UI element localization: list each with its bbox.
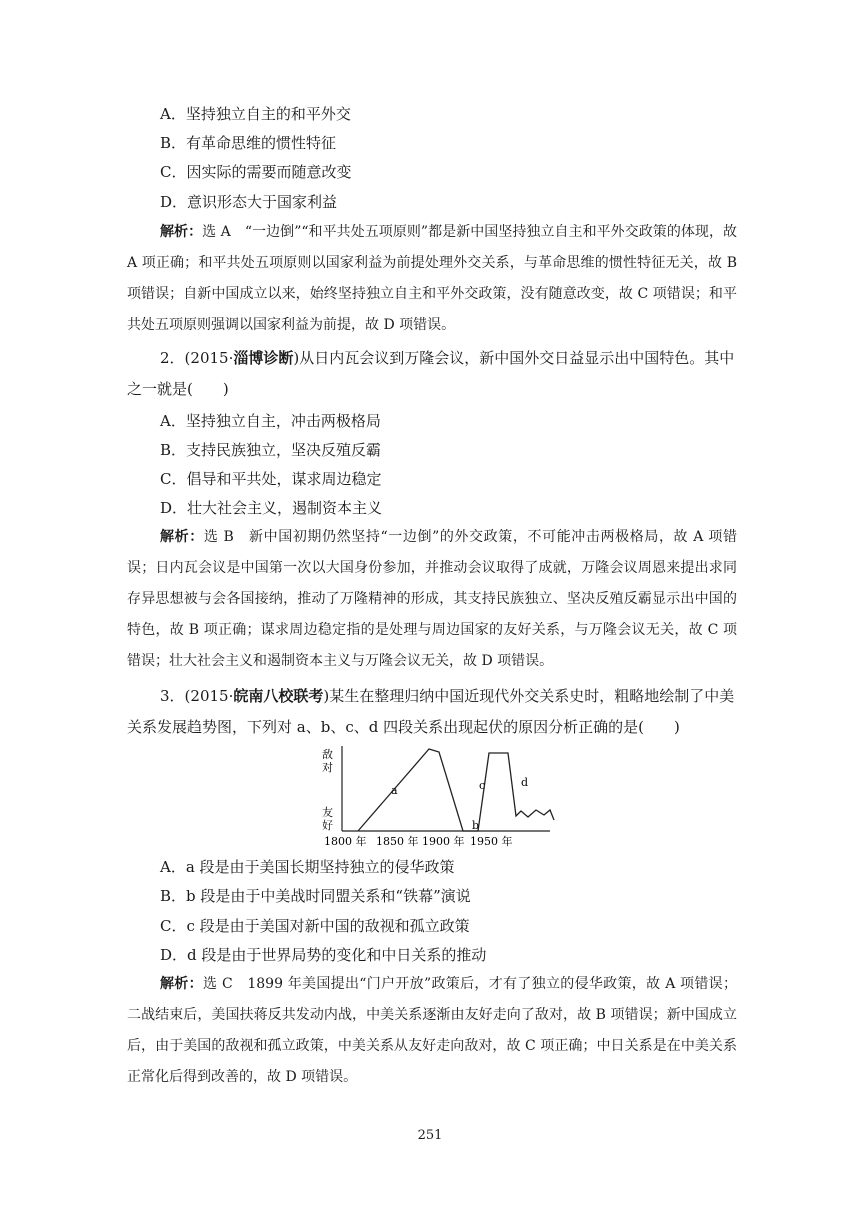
segment-label-d: d: [521, 776, 529, 789]
q1-analysis-text: 选 A “一边倒”“和平共处五项原则”都是新中国坚持独立自主和平外交政策的体现，故 A 项正确；和平共处五项原则以国家利益为前提处理外交关系，与革命思维的惯性特征无关，故 B 项错误；自新中国成立以来，始终坚持独立自主和平外交政策，没有随意改变，故 C 项错误；和平共处五项原则强调以国家利益为前提，故 D 项错误。: [127, 224, 738, 333]
q3-analysis-label: 解析：: [160, 976, 203, 992]
q2-analysis: [127, 522, 737, 677]
y-label-bottom-1: 友: [322, 806, 333, 819]
segment-label-c: c: [479, 779, 486, 792]
q1-analysis-label: 解析：: [160, 224, 203, 240]
q2-number: 2．(2015·: [160, 349, 234, 367]
q2-analysis-label: 解析：: [160, 529, 204, 545]
q2-analysis-text: 选 B 新中国初期仍然坚持“一边倒”的外交政策，不可能冲击两极格局，故 A 项错误；日内瓦会议是中国第一次以大国身份参加，并推动会议取得了成就，万隆会议周恩来提出求同存异思想被与会各国接纳，推动了万隆精神的形成，其支持民族独立、坚决反殖反霸显示出中国的特色，故 B 项正确；谋求周边稳定指的是处理与周边国家的友好关系，与万隆会议无关，故 C 项错误；壮大社会主义和遏制资本主义与万隆会议无关，故 D 项错误。: [127, 529, 738, 669]
q2-option-a: A．坚持独立自主，冲击两极格局: [160, 412, 381, 430]
segment-label-b: b: [472, 819, 480, 832]
q3-number: 3．(2015·: [160, 687, 234, 705]
q1-option-c: C．因实际的需要而随意改变: [160, 163, 352, 181]
q3-source: 皖南八校联考: [233, 687, 324, 705]
q2-option-d: D．壮大社会主义，遏制资本主义: [160, 499, 383, 517]
y-label-top-1: 敌: [322, 748, 333, 761]
x-tick-1950: 1950 年: [470, 835, 513, 848]
q2-stem-text: )从日内瓦会议到万隆会议，新中国外交日益显示出中国特色。其中之一就是( ): [127, 349, 735, 398]
q1-option-b: B．有革命思维的惯性特征: [160, 134, 337, 152]
q1-option-a: A．坚持独立自主的和平外交: [160, 105, 351, 123]
q1-analysis: [127, 217, 737, 341]
q1-option-d: D．意识形态大于国家利益: [160, 193, 338, 211]
q2-option-c: C．倡导和平共处，谋求周边稳定: [160, 470, 382, 488]
x-tick-1850: 1850 年: [376, 835, 419, 848]
q3-option-d: D．d 段是由于世界局势的变化和中日关系的推动: [160, 946, 487, 964]
x-tick-1900: 1900 年: [422, 835, 465, 848]
q3-option-a: A．a 段是由于美国长期坚持独立的侵华政策: [160, 858, 455, 876]
q3-stem-text: )某生在整理归纳中国近现代外交关系史时，粗略地绘制了中美关系发展趋势图，下列对 a、b、c、d 四段关系出现起伏的原因分析正确的是( ): [127, 687, 735, 736]
q3-analysis: [127, 969, 737, 1093]
x-tick-1800: 1800 年: [324, 835, 367, 848]
q3-option-b: B．b 段是由于中美战时同盟关系和“铁幕”演说: [160, 887, 471, 905]
q2-stem: [127, 343, 737, 405]
q2-source: 淄博诊断: [233, 349, 294, 367]
q3-stem: [127, 681, 737, 743]
sino-us-relations-chart: [318, 740, 568, 850]
segment-label-a: a: [391, 784, 398, 797]
q3-analysis-text: 选 C 1899 年美国提出“门户开放”政策后，才有了独立的侵华政策，故 A 项错误；二战结束后，美国扶蒋反共发动内战，中美关系逐渐由友好走向了敌对，故 B 项错误；新中国成立后，由于美国的敌视和孤立政策，中美关系从友好走向敌对，故 C 项正确；中日关系是在中美关系正常化后得到改善的，故 D 项错误。: [127, 976, 737, 1085]
q2-option-b: B．支持民族独立，坚决反殖反霸: [160, 441, 382, 459]
y-label-top-2: 对: [322, 761, 333, 774]
q3-option-c: C．c 段是由于美国对新中国的敌视和孤立政策: [160, 917, 470, 935]
y-label-bottom-2: 好: [322, 819, 333, 832]
trend-line: [358, 749, 554, 831]
page-number: 251: [417, 1128, 443, 1143]
